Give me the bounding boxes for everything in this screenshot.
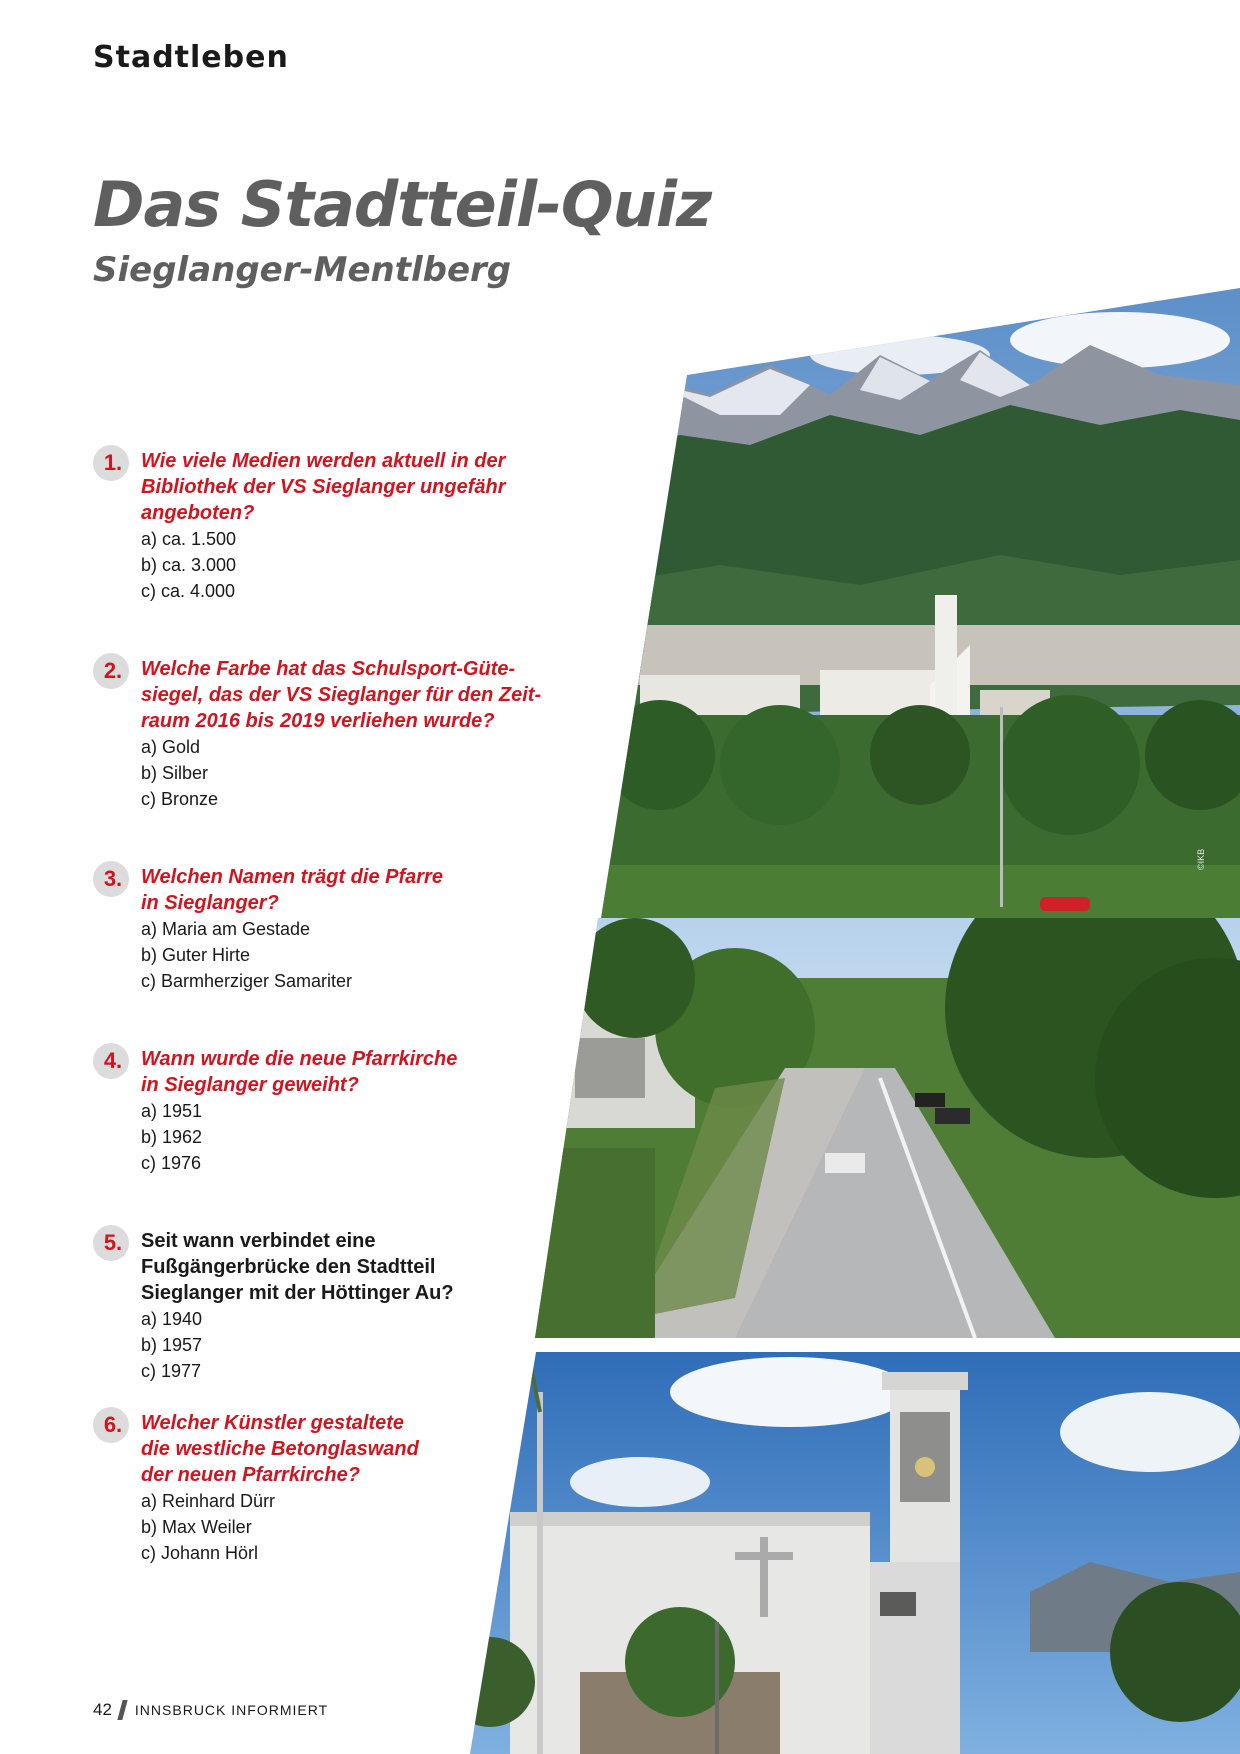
photo-credit: ©IKB <box>1196 848 1206 870</box>
photo-street <box>535 918 1240 1338</box>
question-text: Wie viele Medien werden aktuell in der Bibliothek der VS Sieglanger ungefähr angeboten? <box>141 450 506 524</box>
answer-option: a) Reinhard Dürr <box>141 1491 276 1511</box>
answer-option: b) Guter Hirte <box>141 945 251 965</box>
answer-option: b) Silber <box>141 763 209 783</box>
page-title: Das Stadtteil-Quiz <box>93 168 712 241</box>
quiz-question-4 <box>93 1046 563 1176</box>
answer-option: a) ca. 1.500 <box>141 529 237 549</box>
question-text: Welche Farbe hat das Schulsport-Güte- siegel, das der VS Sieglanger für den Zeit- raum 2016 bis 2019 verliehen wurde? <box>141 658 542 732</box>
answer-option: b) 1962 <box>141 1127 203 1147</box>
quiz-question-1 <box>93 448 563 604</box>
answer-option: c) ca. 4.000 <box>141 581 236 601</box>
answer-option: b) Max Weiler <box>141 1517 252 1537</box>
question-text: Welchen Namen trägt die Pfarre in Sieglanger? <box>141 866 443 914</box>
answer-option: c) Barmherziger Samariter <box>141 971 353 991</box>
photo-mountain-panorama <box>600 285 1240 925</box>
photo-church <box>470 1352 1240 1754</box>
page-subtitle: Sieglanger-Mentlberg <box>93 250 512 290</box>
answer-option: c) Bronze <box>141 789 219 809</box>
question-text: Wann wurde die neue Pfarrkirche in Sieglanger geweiht? <box>141 1048 458 1096</box>
section-label: Stadtleben <box>93 40 289 75</box>
question-number-badge: 3. <box>93 861 129 897</box>
quiz-question-2 <box>93 656 563 812</box>
answer-option: a) Gold <box>141 737 201 757</box>
question-number-badge: 5. <box>93 1225 129 1261</box>
question-number-badge: 1. <box>93 445 129 481</box>
quiz-question-3 <box>93 864 563 994</box>
answer-option: b) ca. 3.000 <box>141 555 237 575</box>
question-text: Seit wann verbindet eine Fußgängerbrücke den Stadtteil Sieglanger mit der Höttinger Au? <box>141 1230 454 1304</box>
question-number-badge: 6. <box>93 1407 129 1443</box>
answer-option: c) Johann Hörl <box>141 1543 259 1563</box>
question-number-badge: 4. <box>93 1043 129 1079</box>
question-number-badge: 2. <box>93 653 129 689</box>
page-footer <box>93 1700 328 1720</box>
answer-option: a) Maria am Gestade <box>141 919 311 939</box>
answer-option: a) 1940 <box>141 1309 203 1329</box>
answer-option: a) 1951 <box>141 1101 203 1121</box>
question-text: Welcher Künstler gestaltete die westliche Betonglaswand der neuen Pfarrkirche? <box>141 1412 419 1486</box>
footer-divider <box>117 1700 127 1720</box>
answer-option: c) 1976 <box>141 1153 202 1173</box>
answer-option: b) 1957 <box>141 1335 203 1355</box>
answer-option: c) 1977 <box>141 1361 202 1381</box>
page-number: 42 <box>93 1700 112 1719</box>
magazine-name: INNSBRUCK INFORMIERT <box>134 1702 329 1718</box>
